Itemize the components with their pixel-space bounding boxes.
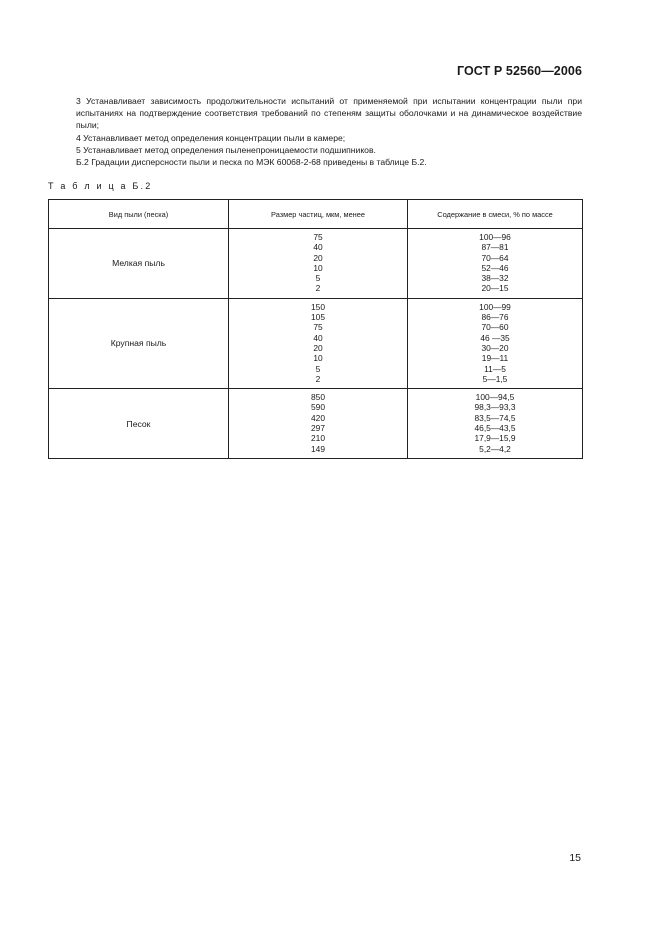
particle-size-value: 20 (313, 252, 323, 263)
table-header-row (49, 200, 583, 229)
particle-size-value: 5 (315, 273, 321, 284)
particle-size-value: 149 (311, 443, 325, 454)
particle-size-cell (229, 229, 408, 299)
table-row (49, 389, 583, 459)
mass-content-value: 5—1,5 (482, 373, 508, 384)
section-b2-text: Б.2 Градации дисперсности пыли и песка по МЭК 60068-2-68 приведены в таблице Б.2. (76, 157, 427, 168)
table-caption: Т а б л и ц а Б.2 (48, 181, 153, 191)
dust-type-cell: Крупная пыль (49, 298, 229, 388)
mass-content-value: 30—20 (481, 342, 509, 353)
mass-content-value: 20—15 (481, 283, 509, 294)
mass-content-value: 86—76 (481, 312, 509, 323)
mass-content-value: 11—5 (484, 363, 506, 374)
particle-size-value: 150 (311, 301, 325, 312)
mass-content-cell (408, 229, 583, 299)
mass-content-value: 70—64 (481, 252, 509, 263)
header-particle-size: Размер частиц, мкм, менее (229, 200, 408, 229)
particle-size-value: 297 (311, 423, 325, 434)
table-row (49, 298, 583, 388)
particle-size-cell (229, 298, 408, 388)
mass-content-value: 5,2—4,2 (479, 443, 511, 454)
particle-size-value: 75 (313, 322, 323, 333)
mass-content-cell (408, 389, 583, 459)
note-3: 3 Устанавливает зависимость продолжительности испытаний от применяемой при испытании концентрации пыли при испытаниях на подтверждение соответствия требований по степеням защиты оболочками и на динамическое воздействие пыли; (76, 96, 582, 131)
mass-content-value: 83,5—74,5 (474, 412, 516, 423)
mass-content-value: 100—99 (479, 301, 511, 312)
mass-content-value: 46,5—43,5 (474, 423, 516, 434)
particle-size-value: 2 (315, 283, 321, 294)
standard-designation: ГОСТ Р 52560—2006 (456, 64, 582, 78)
particle-size-value: 20 (313, 342, 323, 353)
particle-size-value: 210 (311, 433, 325, 444)
particle-size-value: 10 (313, 353, 323, 364)
note-4: 4 Устанавливает метод определения концентрации пыли в камере; (76, 132, 346, 143)
mass-content-value: 100—96 (479, 232, 511, 242)
particle-size-value: 850 (311, 392, 325, 403)
particle-size-value: 420 (311, 412, 325, 423)
mass-content-value: 46 —35 (480, 332, 510, 343)
header-mass-content: Содержание в смеси, % по массе (408, 200, 583, 229)
particle-size-value: 590 (311, 402, 325, 413)
mass-content-cell (408, 298, 583, 388)
particle-size-value: 2 (315, 373, 321, 384)
mass-content-value: 52—46 (481, 262, 509, 273)
table-row (49, 229, 583, 299)
particle-size-value: 40 (313, 332, 323, 343)
page-number: 15 (569, 852, 581, 864)
dust-gradation-table (48, 199, 583, 459)
particle-size-value: 5 (315, 363, 321, 374)
note-5: 5 Устанавливает метод определения пыленепроницаемости подшипников. (76, 144, 376, 155)
mass-content-value: 70—60 (481, 322, 509, 333)
mass-content-value: 98,3—93,3 (474, 402, 516, 413)
dust-type-cell: Песок (49, 389, 229, 459)
mass-content-value: 17,9—15,9 (474, 433, 516, 444)
particle-size-value: 40 (313, 242, 323, 253)
mass-content-value: 100—94,5 (475, 392, 515, 403)
notes-block (76, 95, 582, 168)
mass-content-value: 38—32 (481, 273, 509, 284)
particle-size-value: 75 (313, 232, 323, 242)
particle-size-value: 105 (311, 312, 325, 323)
mass-content-value: 19—11 (481, 353, 509, 364)
dust-type-cell: Мелкая пыль (49, 229, 229, 299)
particle-size-value: 10 (313, 262, 323, 273)
mass-content-value: 87—81 (481, 242, 509, 253)
particle-size-cell (229, 389, 408, 459)
table-body (49, 229, 583, 459)
header-dust-type: Вид пыли (песка) (49, 200, 229, 229)
